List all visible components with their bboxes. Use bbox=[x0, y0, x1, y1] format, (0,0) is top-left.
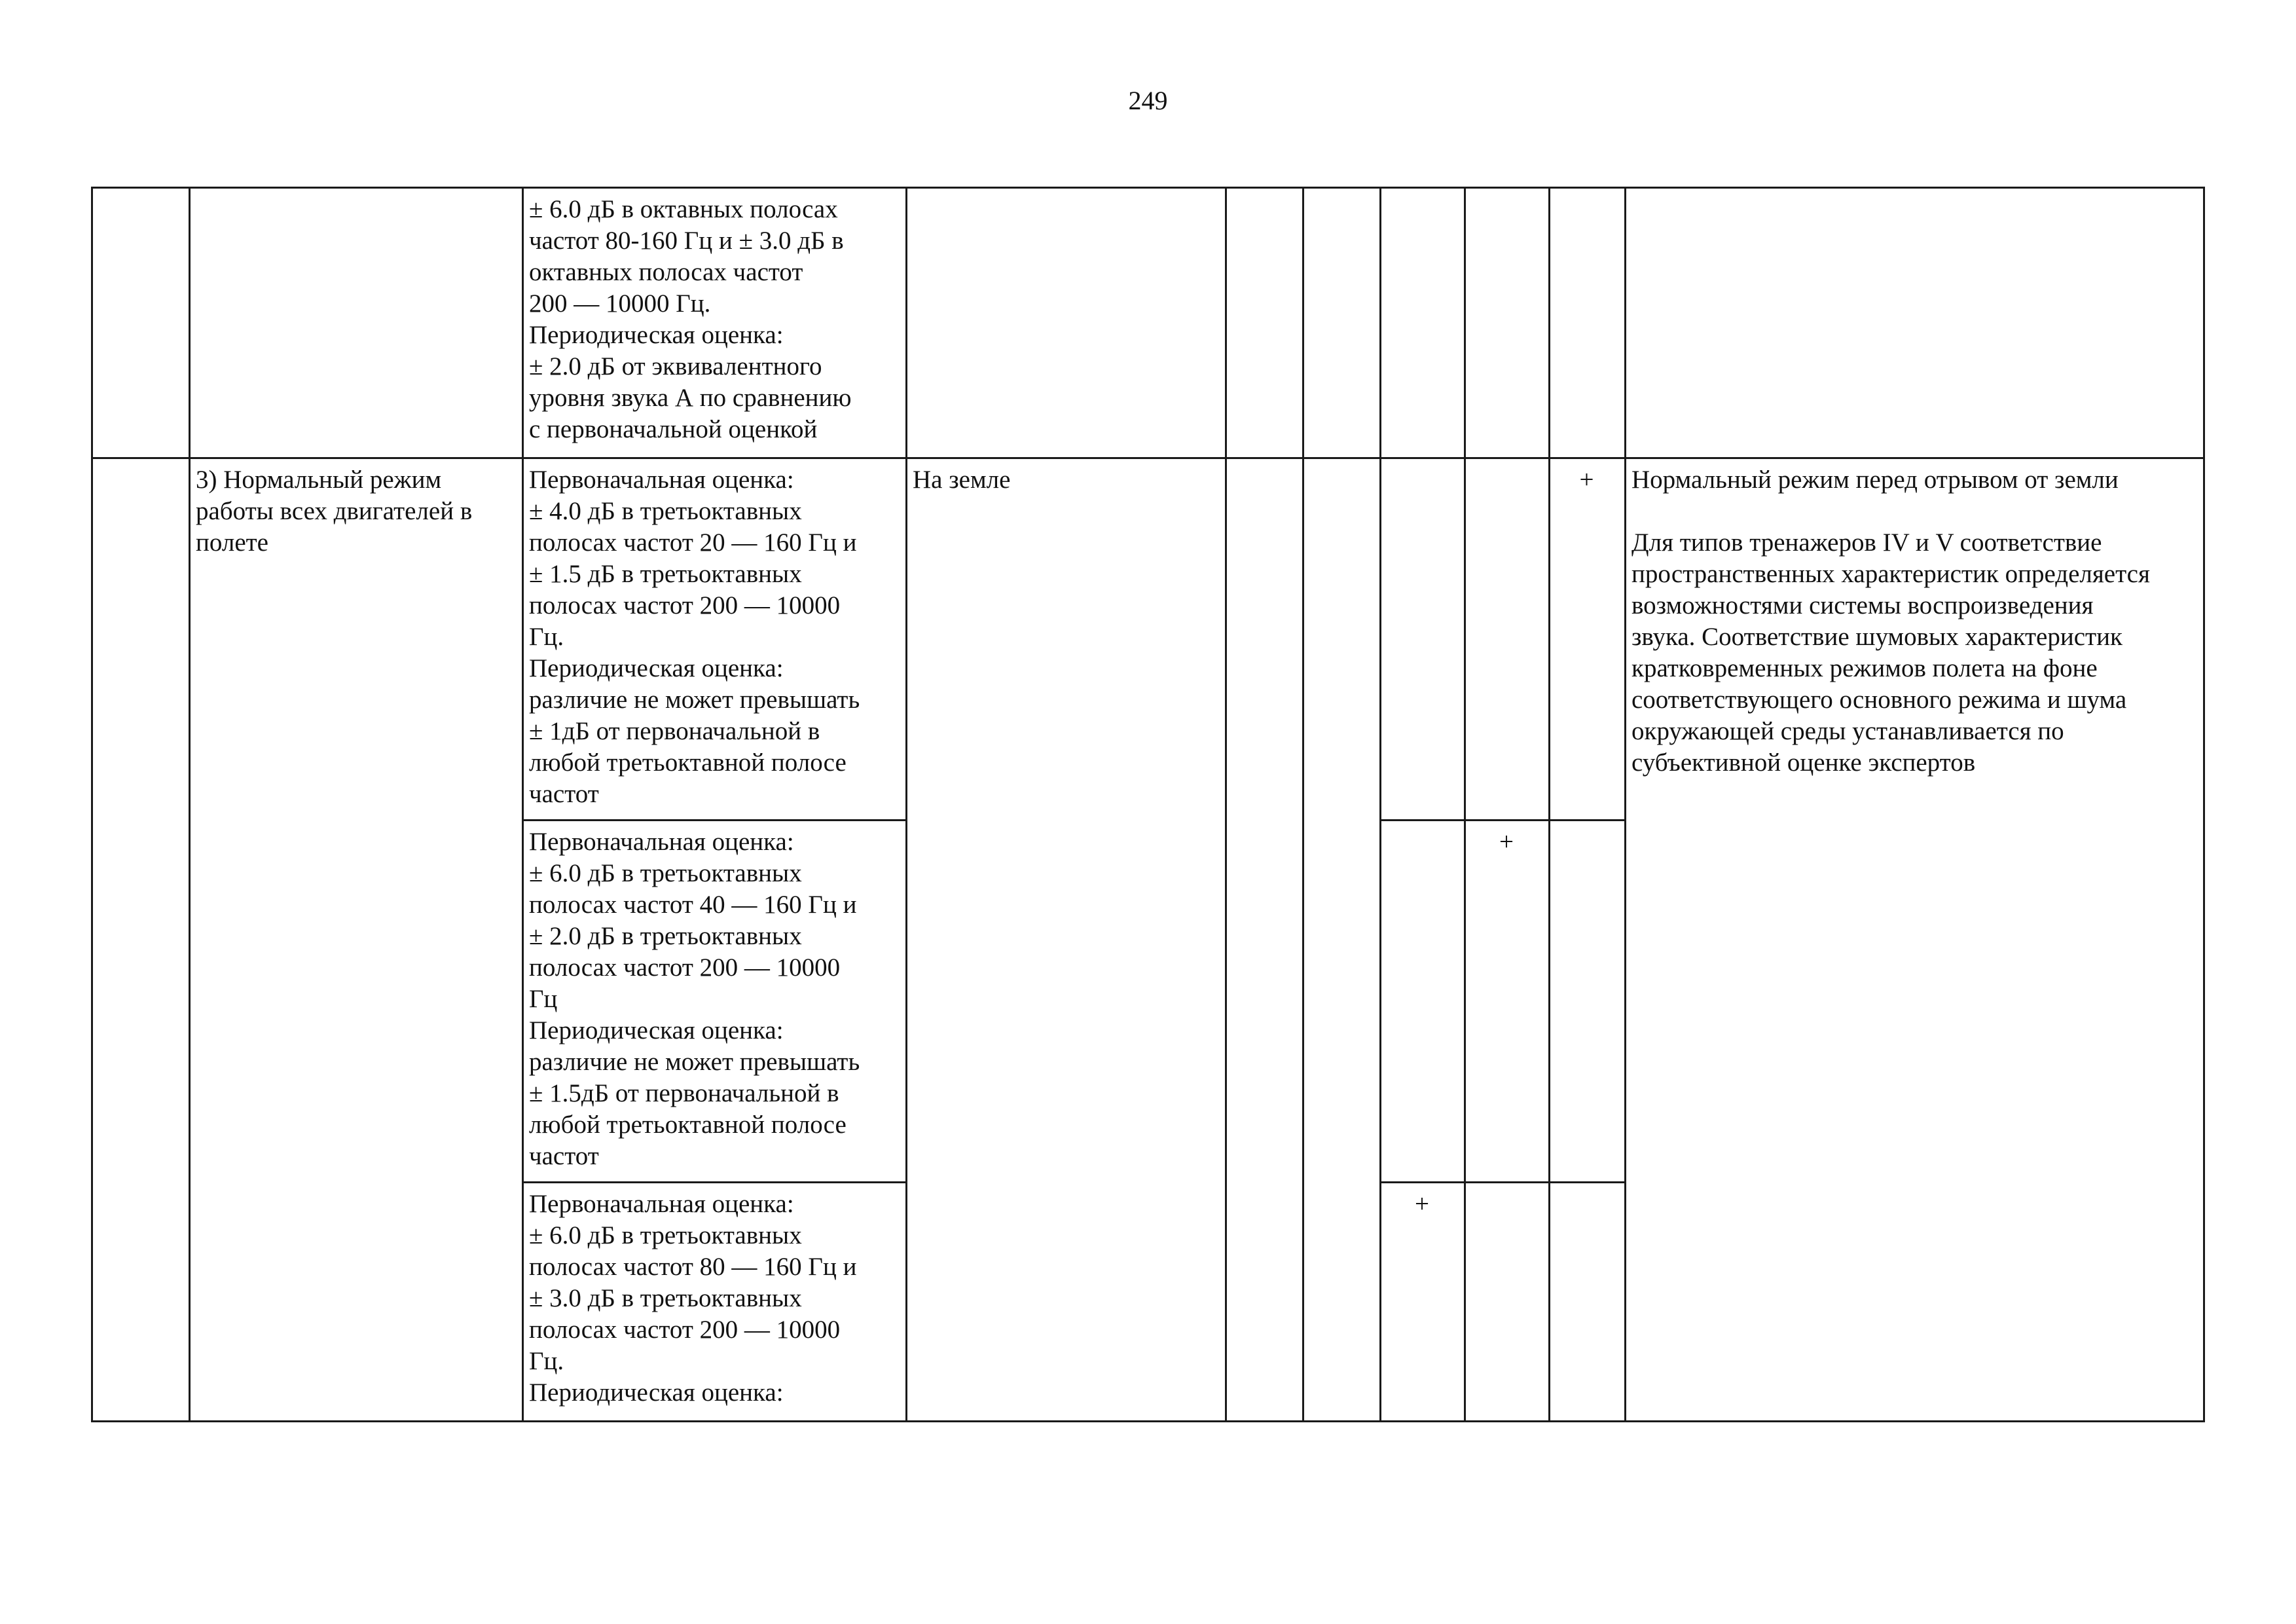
notes-title: Нормальный режим перед отрывом от земли bbox=[1631, 466, 2119, 494]
requirements-table bbox=[91, 187, 2205, 1422]
cell-index bbox=[92, 188, 190, 458]
cell-type-4 bbox=[1465, 458, 1550, 821]
table-row-continued bbox=[92, 188, 2204, 458]
cell-type-5 bbox=[1550, 1183, 1626, 1422]
cell-type-3 bbox=[1381, 821, 1465, 1183]
table-row-mode-3a bbox=[92, 458, 2204, 821]
cell-type-5 bbox=[1550, 188, 1626, 458]
cell-type-4 bbox=[1465, 1183, 1550, 1422]
cell-mode bbox=[190, 188, 523, 458]
cell-criteria-initial-b: Первоначальная оценка: ± 6.0 дБ в третьоктавных полосах частот 40 — 160 Гц и ± 2.0 дБ в третьоктавных полосах частот 200 — 10000 Гц Периодическая оценка: различие не может превышать ± 1.5дБ от первоначальной в любой третьоктавной полосе частот bbox=[523, 821, 907, 1183]
cell-condition: На земле bbox=[907, 458, 1226, 1422]
cell-index bbox=[92, 458, 190, 1422]
cell-criteria-initial-a: Первоначальная оценка: ± 4.0 дБ в третьоктавных полосах частот 20 — 160 Гц и ± 1.5 дБ в третьоктавных полосах частот 200 — 10000 Гц. Периодическая оценка: различие не может превышать ± 1дБ от первоначальной в любой третьоктавной полосе частот bbox=[523, 458, 907, 821]
page-number: 249 bbox=[1128, 86, 1168, 115]
cell-type-1 bbox=[1226, 188, 1303, 458]
cell-type-3 bbox=[1381, 458, 1465, 821]
cell-type-3-mark: + bbox=[1381, 1183, 1465, 1422]
cell-type-4 bbox=[1465, 188, 1550, 458]
cell-mode: 3) Нормальный режим работы всех двигателей в полете bbox=[190, 458, 523, 1422]
cell-type-4-mark: + bbox=[1465, 821, 1550, 1183]
cell-type-2 bbox=[1303, 188, 1381, 458]
cell-type-5 bbox=[1550, 821, 1626, 1183]
notes-body: Для типов тренажеров IV и V соответствие пространственных характеристик определяется возможностями системы воспроизведения звука. Соответствие шумовых характеристик кратковременных режимов полета на фоне соответствующего основного режима и шума окружающей среды устанавливается по субъективной оценке экспертов bbox=[1631, 528, 2150, 777]
cell-notes bbox=[1626, 188, 2204, 458]
cell-criteria: ± 6.0 дБ в октавных полосах частот 80-160 Гц и ± 3.0 дБ в октавных полосах частот 200 — 10000 Гц. Периодическая оценка: ± 2.0 дБ от эквивалентного уровня звука А по сравнению с первоначальной оценкой bbox=[523, 188, 907, 458]
cell-type-5-mark: + bbox=[1550, 458, 1626, 821]
cell-type-1 bbox=[1226, 458, 1303, 1422]
cell-type-2 bbox=[1303, 458, 1381, 1422]
cell-notes bbox=[1626, 458, 2204, 1422]
cell-criteria-initial-c: Первоначальная оценка: ± 6.0 дБ в третьоктавных полосах частот 80 — 160 Гц и ± 3.0 дБ в третьоктавных полосах частот 200 — 10000 Гц. Периодическая оценка: bbox=[523, 1183, 907, 1422]
cell-condition bbox=[907, 188, 1226, 458]
cell-type-3 bbox=[1381, 188, 1465, 458]
